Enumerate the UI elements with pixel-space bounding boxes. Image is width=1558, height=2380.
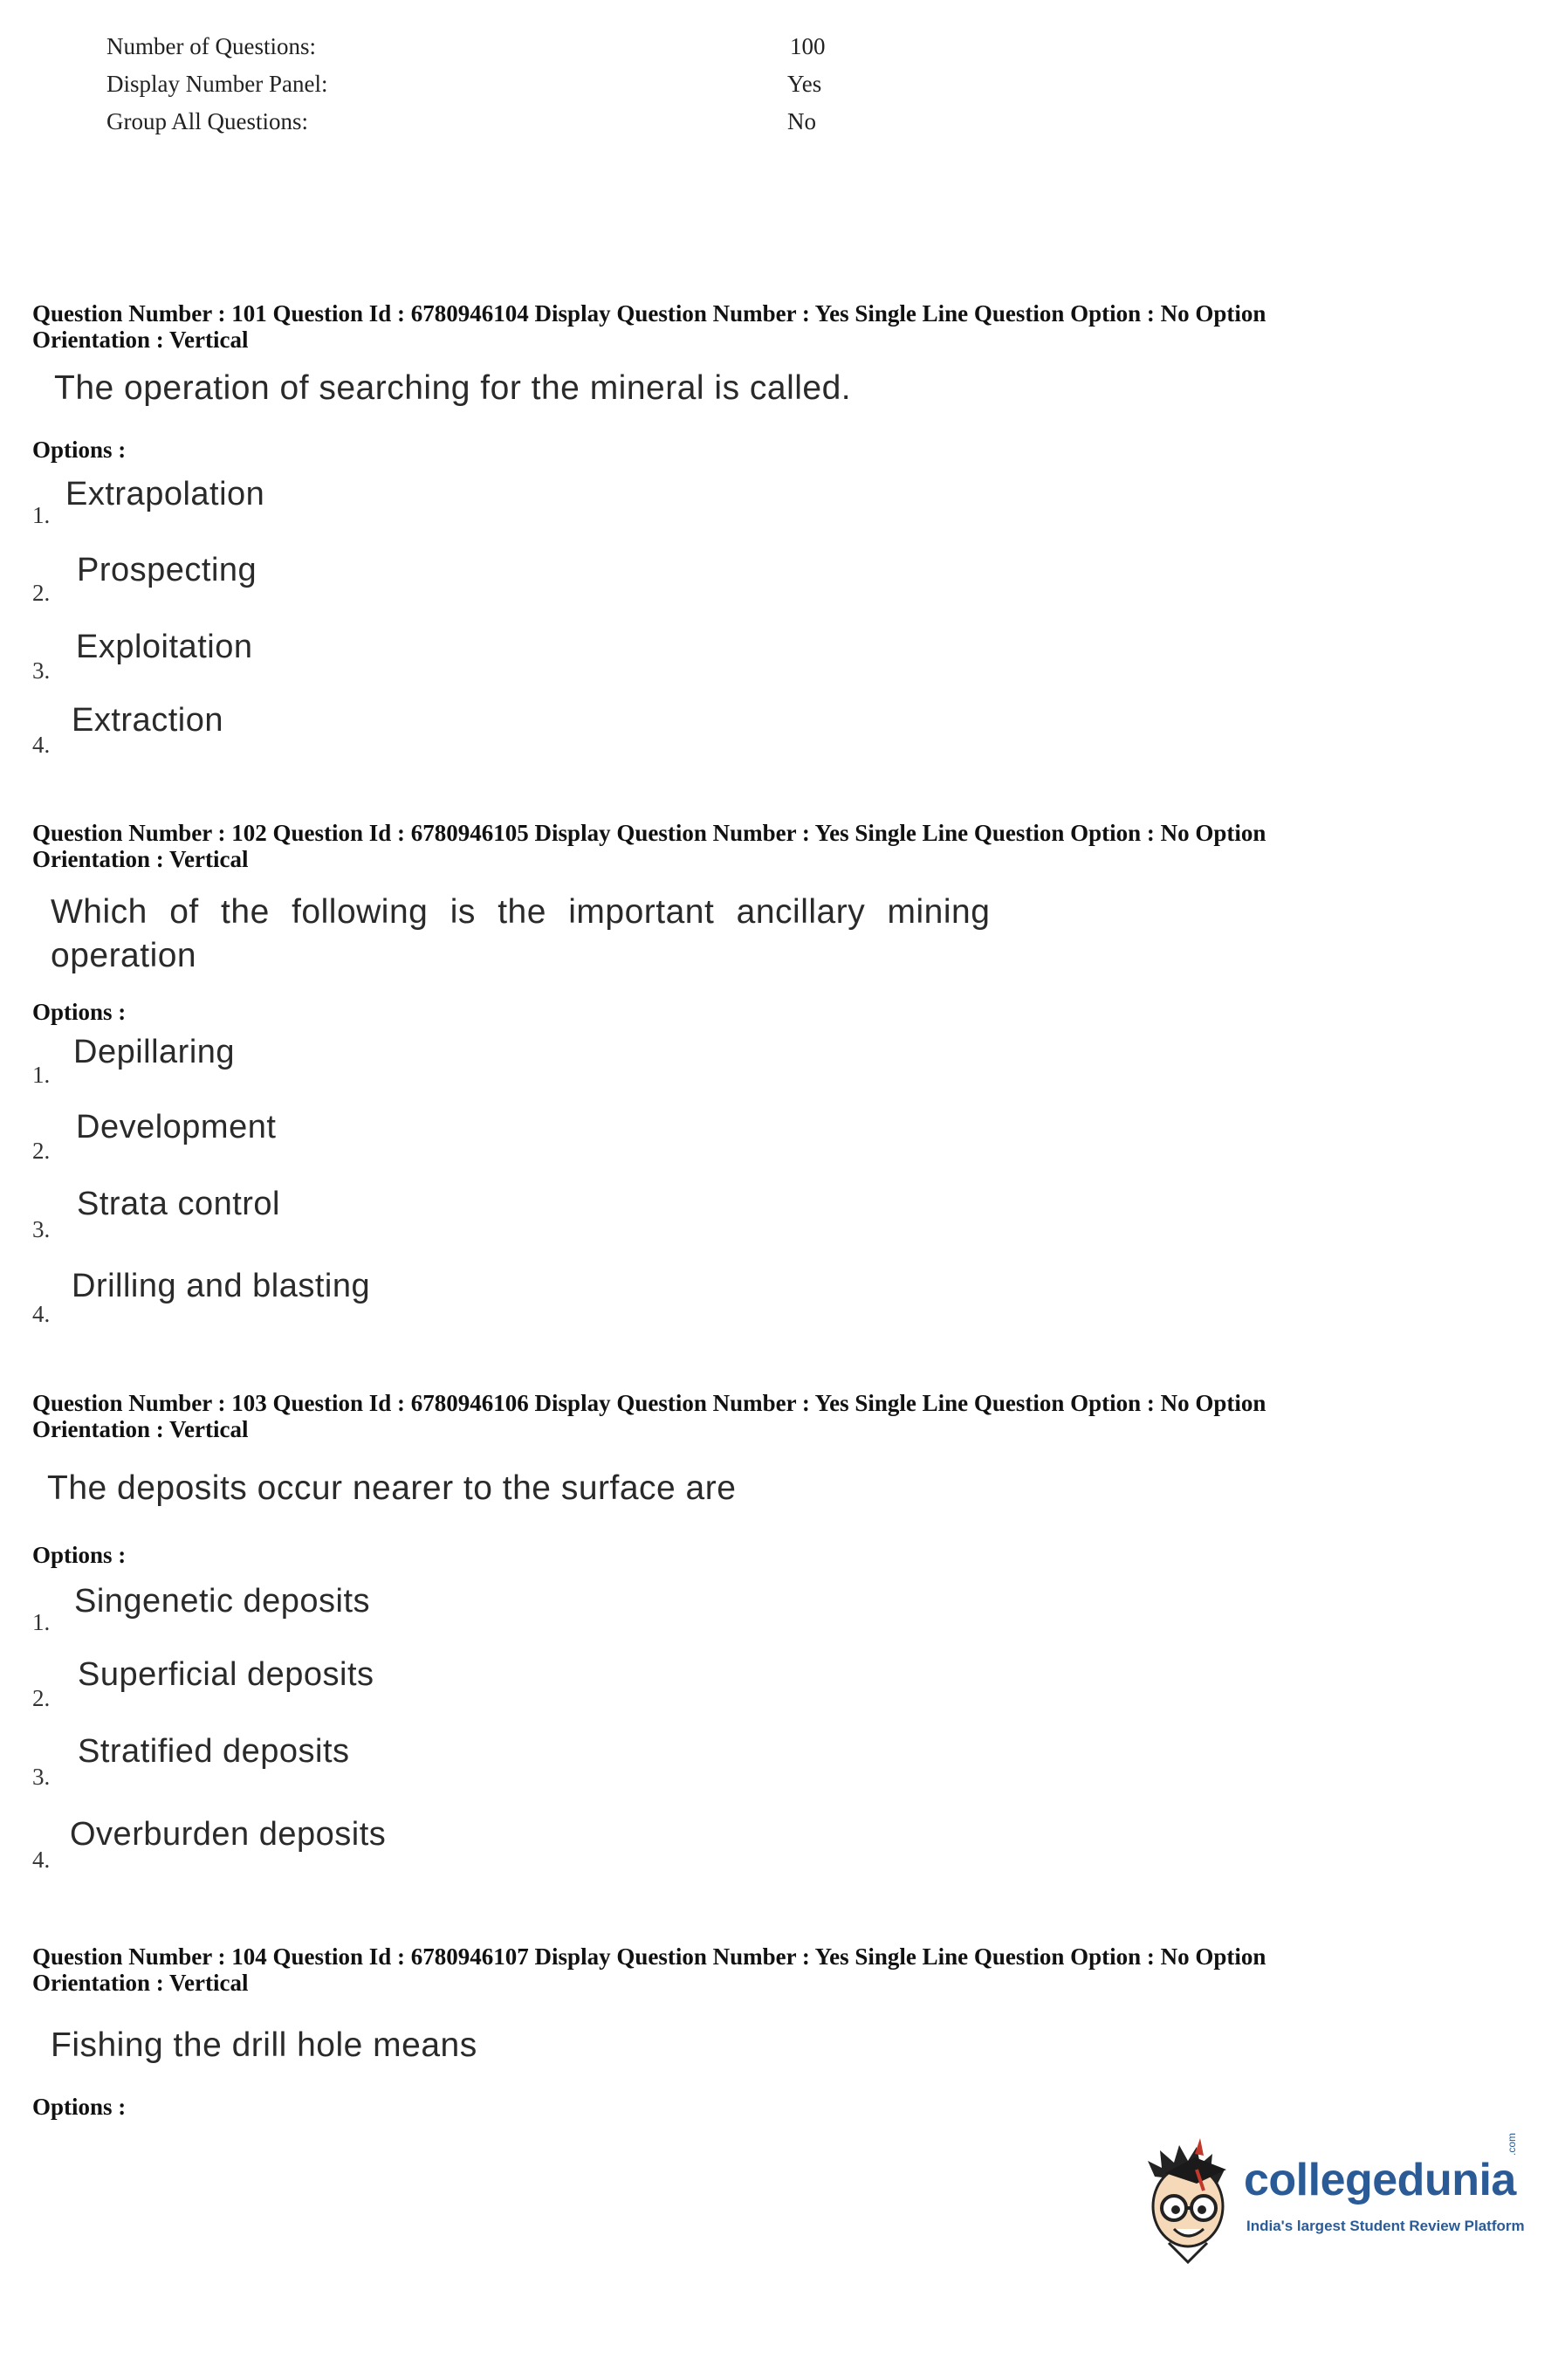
question-header-line: Question Number : 103 Question Id : 6780946106 Display Question Number : Yes Single Line Question Option : No Option [32,1390,1266,1416]
options-label: Options : [32,437,127,463]
option-text[interactable]: Strata control [77,1186,280,1222]
option-number: 3. [32,1216,51,1242]
option-number: 3. [32,1764,51,1790]
question-header [32,1943,1534,1996]
question-header-line: Orientation : Vertical [32,327,249,353]
option-text[interactable]: Superficial deposits [78,1656,374,1693]
logo-tagline: India's largest Student Review Platform [1246,2218,1525,2234]
option-text[interactable]: Extrapolation [65,476,265,512]
option-text[interactable]: Prospecting [77,552,257,588]
summary-label: Number of Questions: [106,33,316,59]
summary-value: 100 [790,33,826,59]
option-text[interactable]: Drilling and blasting [72,1268,371,1304]
question-text-line: operation [51,937,197,974]
option-number: 2. [32,1685,51,1711]
question-header-line: Orientation : Vertical [32,1970,249,1996]
option-number: 4. [32,1847,51,1873]
option-number: 1. [32,1062,51,1088]
option-text[interactable]: Stratified deposits [78,1733,350,1770]
question-text: The deposits occur nearer to the surface are [47,1469,737,1507]
question-header [32,820,1534,872]
question-header-line: Question Number : 102 Question Id : 6780946105 Display Question Number : Yes Single Line Question Option : No Option [32,820,1266,846]
option-number: 4. [32,732,51,758]
option-number: 2. [32,580,51,606]
logo-name: collegedunia [1244,2155,1516,2205]
summary-row-questions [106,33,826,60]
option-number: 1. [32,502,51,528]
option-text[interactable]: Singenetic deposits [74,1583,371,1620]
options-label: Options : [32,2094,127,2120]
option-number: 1. [32,1609,51,1635]
mascot-icon [1139,2135,1239,2266]
option-text[interactable]: Overburden deposits [70,1816,387,1853]
question-text-line: Which of the following is the important ancillary mining [51,893,991,931]
option-text[interactable]: Development [76,1109,277,1145]
question-header [32,1390,1534,1442]
options-label: Options : [32,999,127,1025]
summary-label: Display Number Panel: [106,71,328,97]
options-label: Options : [32,1542,127,1568]
summary-row-group [106,108,816,135]
question-header-line: Orientation : Vertical [32,846,249,872]
summary-value: Yes [787,71,822,97]
summary-value: No [787,108,816,134]
question-text: The operation of searching for the mineral is called. [54,369,852,407]
question-header-line: Orientation : Vertical [32,1416,249,1442]
question-header-line: Question Number : 104 Question Id : 6780946107 Display Question Number : Yes Single Line Question Option : No Option [32,1943,1266,1970]
logo-dotcom: .com [1506,2132,1518,2156]
option-text[interactable]: Extraction [72,702,223,739]
option-text[interactable]: Exploitation [76,629,253,665]
question-header [32,300,1534,353]
option-number: 3. [32,657,51,684]
option-text[interactable]: Depillaring [73,1034,236,1070]
summary-label: Group All Questions: [106,108,309,134]
question-text: Fishing the drill hole means [51,2026,477,2064]
collegedunia-logo [1139,2132,1525,2266]
summary-row-number-panel [106,71,822,98]
option-number: 4. [32,1301,51,1327]
question-header-line: Question Number : 101 Question Id : 6780946104 Display Question Number : Yes Single Line Question Option : No Option [32,300,1266,327]
option-number: 2. [32,1138,51,1164]
